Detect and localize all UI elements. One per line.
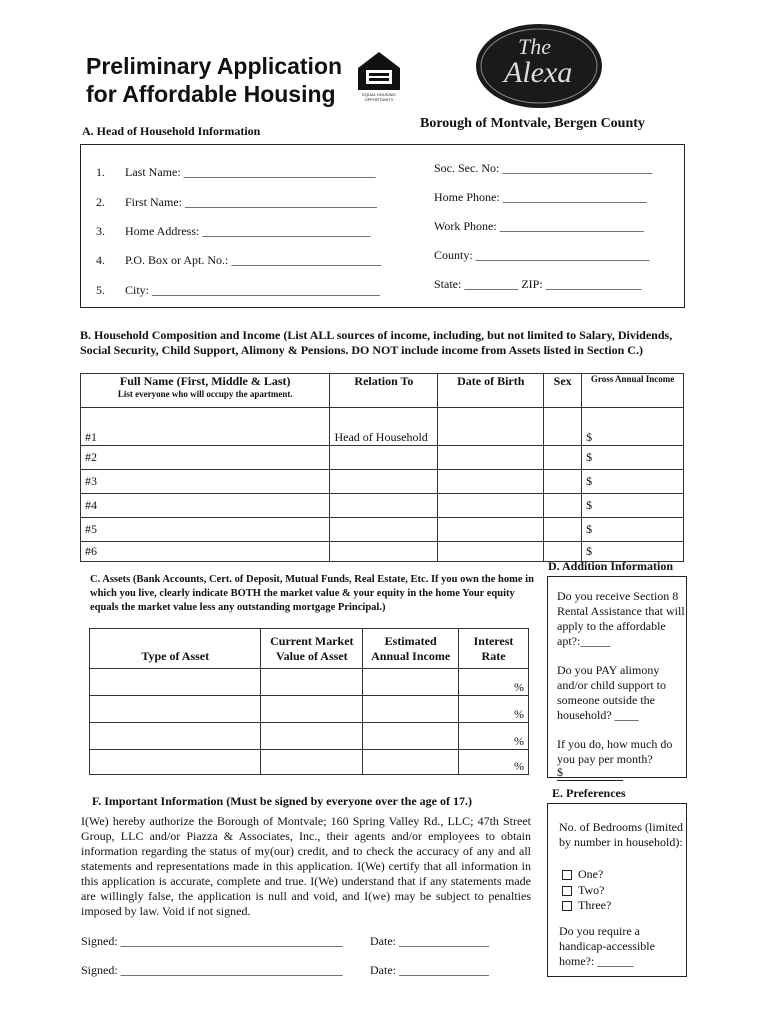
first-name-label: First Name: ________________________________: [125, 195, 377, 209]
row-dob[interactable]: [438, 470, 544, 494]
col-annual-income: [363, 629, 459, 669]
home-phone-field[interactable]: Home Phone: ________________________: [434, 190, 647, 204]
table-row: [81, 408, 684, 446]
po-box-label: P.O. Box or Apt. No.: _________________________: [125, 253, 382, 267]
col-market-value-2: Value of Asset: [276, 648, 348, 663]
authorization-text: I(We) hereby authorize the Borough of Montvale; 160 Spring Valley Rd., LLC; 47th Street Group, LLC and/or Piazza & Associates, Inc., their agents and/or employees to obtain information regarding the status of my(our) credit, and to check the accuracy of any and all statements and representations made in this application. I(We) certify that all information in this application is accurate, complete and true. I(We) understand that if any statements made are willingly false, the application is null and void, and I(we) may be subject to penalties imposed by law. Void if not signed.: [81, 814, 531, 918]
asset-income-cell[interactable]: [363, 750, 459, 775]
row-income[interactable]: $: [582, 494, 684, 518]
county-field[interactable]: County: _____________________________: [434, 248, 650, 262]
option-two[interactable]: [562, 883, 604, 898]
field-num: 3.: [96, 224, 105, 238]
row-sex[interactable]: [544, 446, 582, 470]
row-income[interactable]: $: [582, 470, 684, 494]
col-full-name-sub: List everyone who will occupy the apartment.: [117, 389, 293, 399]
table-row: [81, 470, 684, 494]
col-relation: Relation To: [330, 374, 438, 408]
signature-line-1[interactable]: Signed: _____________________________________: [81, 934, 343, 948]
checkbox-icon[interactable]: [562, 886, 572, 896]
section-c-heading: C. Assets (Bank Accounts, Cert. of Deposit, Mutual Funds, Real Estate, Etc. If you own the home in which you live, clearly indicate BOTH the market value & your equity in the home Your equity equals the market value less any outstanding mortgage Principal.): [90, 574, 534, 613]
field-num: 2.: [96, 195, 105, 209]
row-relation[interactable]: [330, 542, 438, 562]
monthly-payment-field[interactable]: $: [557, 765, 623, 781]
table-row: [90, 669, 529, 696]
row-relation[interactable]: [330, 518, 438, 542]
row-relation[interactable]: [330, 446, 438, 470]
col-market-value: [261, 629, 363, 669]
row-num: #4: [81, 494, 330, 518]
city-label: City: ______________________________________: [125, 283, 381, 297]
row-sex[interactable]: [544, 494, 582, 518]
ssn-field[interactable]: Soc. Sec. No: _________________________: [434, 161, 653, 175]
section-b-heading: B. Household Composition and Income (List ALL sources of income, including, but not limited to Salary, Dividends, Social Security, Child Support, Alimony & Pensions. DO NOT include income from Assets listed in Section C.): [80, 328, 673, 357]
asset-type-cell[interactable]: [90, 669, 261, 696]
alexa-logo: [474, 22, 604, 110]
last-name-field[interactable]: [96, 165, 376, 180]
date-line-2[interactable]: Date: _______________: [370, 963, 489, 977]
row-dob[interactable]: [438, 542, 544, 562]
asset-type-cell[interactable]: [90, 696, 261, 723]
first-name-field[interactable]: [96, 195, 377, 210]
col-asset-type: Type of Asset: [90, 629, 261, 669]
county-heading: Borough of Montvale, Bergen County: [420, 116, 645, 131]
asset-type-cell[interactable]: [90, 750, 261, 775]
title-line-1: Preliminary Application: [86, 53, 343, 79]
option-two-label: Two?: [578, 883, 605, 897]
table-row: [81, 518, 684, 542]
logo-text-alexa: Alexa: [504, 56, 573, 89]
household-table: [80, 373, 684, 562]
row-income[interactable]: $: [582, 542, 684, 562]
row-dob[interactable]: [438, 408, 544, 446]
checkbox-icon[interactable]: [562, 901, 572, 911]
option-one-label: One?: [578, 867, 604, 881]
table-row: [90, 750, 529, 775]
asset-value-cell[interactable]: [261, 723, 363, 750]
row-dob[interactable]: [438, 446, 544, 470]
col-income: Gross Annual Income: [582, 374, 684, 408]
row-num: #5: [81, 518, 330, 542]
row-relation[interactable]: [330, 470, 438, 494]
title-line-2: for Affordable Housing: [86, 81, 336, 107]
last-name-label: Last Name: ________________________________: [125, 165, 376, 179]
row-income[interactable]: $: [582, 518, 684, 542]
row-num: #6: [81, 542, 330, 562]
monthly-payment-question: If you do, how much do you pay per month?: [557, 737, 673, 766]
section-8-question[interactable]: Do you receive Section 8 Rental Assistance that will apply to the affordable apt?:_____: [557, 589, 685, 648]
col-dob: Date of Birth: [438, 374, 544, 408]
home-address-field[interactable]: [96, 224, 370, 239]
option-three-label: Three?: [578, 898, 612, 912]
asset-value-cell[interactable]: [261, 669, 363, 696]
bedrooms-question: No. of Bedrooms (limited by number in household):: [559, 820, 683, 849]
handicap-question[interactable]: Do you require a handicap-accessible home?: ______: [559, 924, 655, 968]
row-sex[interactable]: [544, 408, 582, 446]
field-num: 5.: [96, 283, 105, 297]
row-num: #1: [81, 408, 330, 446]
field-num: 1.: [96, 165, 105, 179]
page-title: [86, 52, 342, 108]
asset-income-cell[interactable]: [363, 723, 459, 750]
asset-rate-cell[interactable]: %: [459, 669, 529, 696]
asset-income-cell[interactable]: [363, 669, 459, 696]
table-row: [81, 494, 684, 518]
row-relation[interactable]: [330, 494, 438, 518]
col-full-name: [81, 374, 330, 408]
checkbox-icon[interactable]: [562, 870, 572, 880]
row-income[interactable]: $: [582, 408, 684, 446]
state-zip-field[interactable]: State: _________ ZIP: ________________: [434, 277, 642, 291]
table-row: [90, 723, 529, 750]
field-num: 4.: [96, 253, 105, 267]
signature-line-2[interactable]: Signed: _____________________________________: [81, 963, 343, 977]
asset-rate-cell[interactable]: %: [459, 750, 529, 775]
equal-housing-logo: [356, 50, 402, 104]
asset-type-cell[interactable]: [90, 723, 261, 750]
asset-value-cell[interactable]: [261, 750, 363, 775]
table-row: [90, 696, 529, 723]
section-f-heading: F. Important Information (Must be signed by everyone over the age of 17.): [92, 794, 472, 808]
household-header-row: [81, 374, 684, 408]
table-row: [81, 446, 684, 470]
col-interest-rate: [459, 629, 529, 669]
alimony-question[interactable]: Do you PAY alimony and/or child support to someone outside the household? ____: [557, 663, 666, 722]
assets-header-row: [90, 629, 529, 669]
row-sex[interactable]: [544, 470, 582, 494]
row-dob[interactable]: [438, 494, 544, 518]
section-a-heading: A. Head of Household Information: [82, 124, 261, 138]
asset-rate-cell[interactable]: %: [459, 696, 529, 723]
option-three[interactable]: [562, 898, 611, 913]
col-full-name-label: Full Name (First, Middle & Last): [119, 374, 291, 388]
row-num: #2: [81, 446, 330, 470]
row-num: #3: [81, 470, 330, 494]
col-market-value-1: Current Market: [270, 633, 354, 648]
asset-value-cell[interactable]: [261, 696, 363, 723]
po-box-field[interactable]: [96, 253, 381, 268]
row-relation[interactable]: Head of Household: [330, 408, 438, 446]
col-annual-income-2: Annual Income: [371, 648, 451, 663]
logo-text-the: The: [518, 34, 551, 59]
assets-table: [89, 628, 529, 775]
section-d-heading: D. Addition Information: [548, 559, 674, 573]
row-sex[interactable]: [544, 518, 582, 542]
col-interest-rate-1: Interest: [473, 633, 514, 648]
date-line-1[interactable]: Date: _______________: [370, 934, 489, 948]
asset-rate-cell[interactable]: %: [459, 723, 529, 750]
col-sex: Sex: [544, 374, 582, 408]
option-one[interactable]: [562, 867, 603, 882]
asset-income-cell[interactable]: [363, 696, 459, 723]
work-phone-field[interactable]: Work Phone: ________________________: [434, 219, 644, 233]
row-income[interactable]: $: [582, 446, 684, 470]
row-dob[interactable]: [438, 518, 544, 542]
eho-text: EQUAL HOUSING OPPORTUNITY: [362, 92, 396, 102]
section-e-heading: E. Preferences: [552, 786, 626, 800]
col-annual-income-1: Estimated: [384, 633, 437, 648]
home-address-label: Home Address: ____________________________: [125, 224, 371, 238]
col-interest-rate-2: Rate: [481, 648, 506, 663]
city-field[interactable]: [96, 283, 380, 298]
